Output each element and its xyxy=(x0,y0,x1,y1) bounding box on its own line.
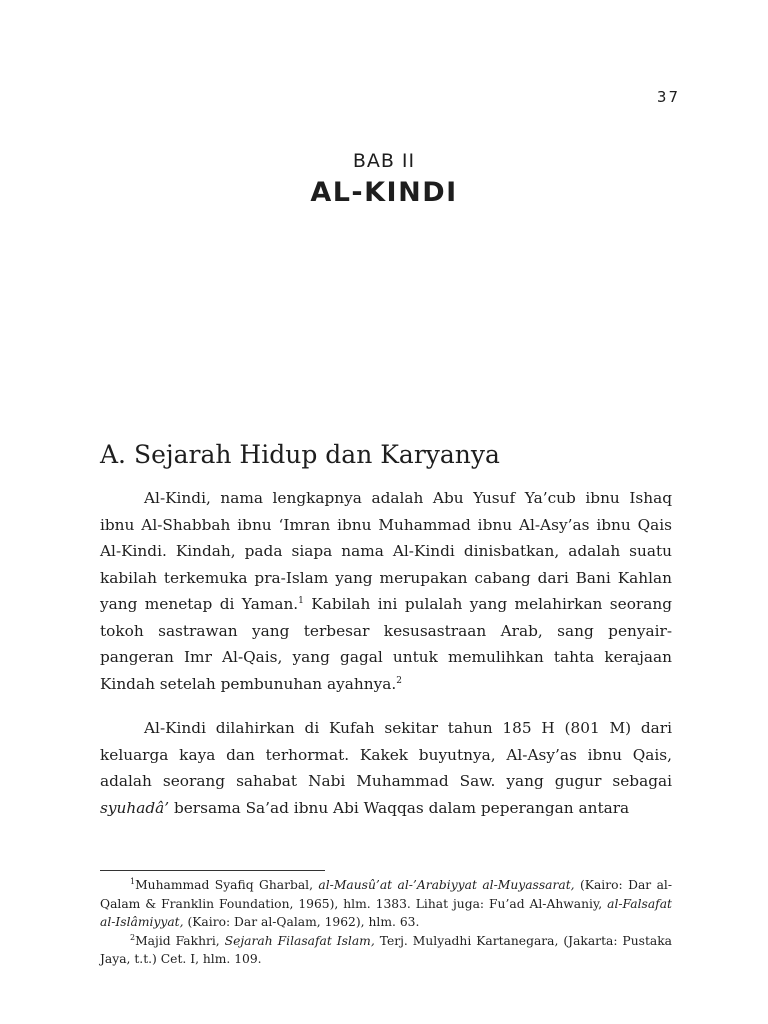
section-heading: A. Sejarah Hidup dan Karyanya xyxy=(100,440,500,469)
footnote-ref-2: 2 xyxy=(396,675,402,686)
chapter-label: BAB II xyxy=(352,150,416,172)
footnote-1-rest-b: (Kairo: Dar al-Qalam, 1962), hlm. 63. xyxy=(183,915,420,929)
footnote-1-author: Muhammad Syafiq Gharbal, xyxy=(135,878,319,892)
footnote-2 xyxy=(100,932,672,969)
paragraph-1-text-a: Al-Kindi, nama lengkapnya adalah Abu Yusuf Ya’cub ibnu Ishaq ibnu Al-Shabbah ibnu ‘Imran ibnu Muhammad ibnu Al-Asy’as ibnu Qais Al-Kindi. Kindah, pada siapa nama Al-Kindi dinisbatkan, adalah suatu kabilah terkemuka pra-Islam yang merupakan cabang dari Bani Kahlan yang menetap di Yaman. xyxy=(100,489,672,613)
footnote-divider xyxy=(100,870,325,871)
footnote-1-title: al-Mausû’at al-’Arabiyyat al-Muyassarat, xyxy=(318,878,575,892)
footnote-1-title-2: al-Falsafat al-Islâmiyyat, xyxy=(100,896,672,929)
chapter-title: AL-KINDI xyxy=(310,177,458,208)
footnote-1 xyxy=(100,876,672,932)
paragraph-2-italic-term: syuhadâ’ xyxy=(100,798,170,817)
footnote-2-author: Majid Fakhri, xyxy=(135,933,225,948)
paragraph-2 xyxy=(100,715,672,821)
footnote-2-rest: Terj. Mulyadhi Kartanegara, (Jakarta: Pustaka Jaya, t.t.) Cet. I, hlm. 109. xyxy=(100,933,672,966)
footnote-2-title: Sejarah Filasafat Islam, xyxy=(224,933,375,948)
paragraph-2-text-a: Al-Kindi dilahirkan di Kufah sekitar tahun 185 H (801 M) dari keluarga kaya dan terhormat. Kakek buyutnya, Al-Asy’as ibnu Qais, adalah seorang sahabat Nabi Muhammad Saw. yang gugur sebagai xyxy=(100,719,672,790)
paragraph-1-text-b: Kabilah ini pulalah yang melahirkan seorang tokoh sastrawan yang terbesar kesusastraan Arab, sang penyair-pangeran Imr Al-Qais, yang gagal untuk memulihkan tahta kerajaan Kindah setelah pembunuhan ayahnya. xyxy=(100,595,672,693)
footnote-2-number: 2 xyxy=(130,932,136,942)
footnotes xyxy=(100,876,672,969)
paragraph-2-text-b: bersama Sa’ad ibnu Abi Waqqas dalam peperangan antara xyxy=(169,798,630,817)
footnote-1-rest-a: (Kairo: Dar al-Qalam & Franklin Foundation, 1965), hlm. 1383. Lihat juga: Fu’ad Al-Ahwaniy, xyxy=(100,878,672,911)
footnote-1-number: 1 xyxy=(130,876,136,886)
page-number: 37 xyxy=(656,88,680,106)
paragraph-1 xyxy=(100,485,672,697)
footnote-ref-1: 1 xyxy=(298,595,304,606)
